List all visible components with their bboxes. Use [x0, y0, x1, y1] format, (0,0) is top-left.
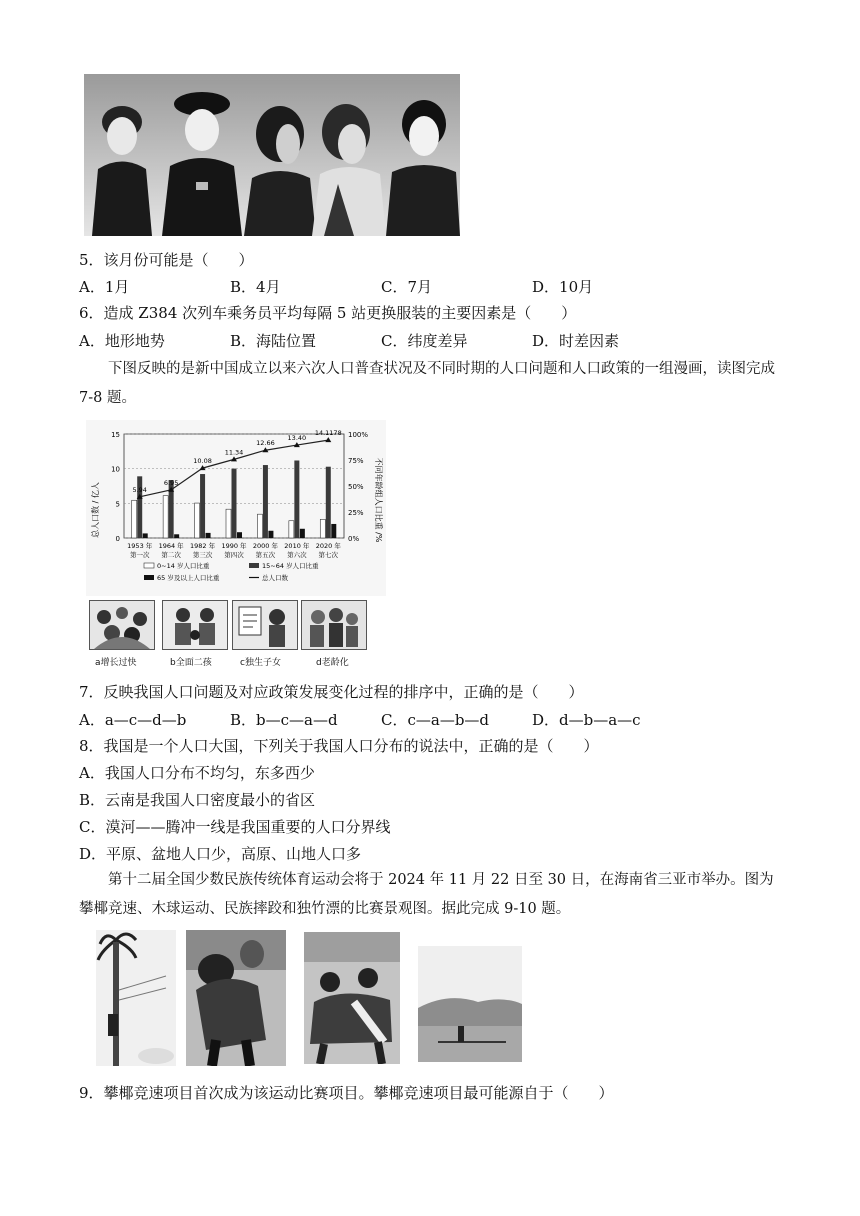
x-tick-year: 2010 年 — [284, 542, 310, 550]
question-5-stem: 5．该月份可能是（ ） — [79, 251, 254, 269]
total-population-label: 13.40 — [287, 434, 307, 443]
bar-age-65-plus — [206, 533, 211, 538]
left-tick-label: 10 — [111, 465, 120, 474]
bar-age-0-14 — [132, 500, 137, 538]
cartoon-c-caption: c独生子女 — [240, 658, 281, 668]
bar-age-65-plus — [174, 534, 179, 538]
wood-ball-photo — [186, 930, 286, 1066]
x-tick-round: 第二次 — [161, 551, 181, 559]
bar-age-65-plus — [268, 531, 273, 538]
question-8-option-d[interactable]: D．平原、盆地人口少，高原、山地人口多 — [79, 845, 362, 863]
bar-age-0-14 — [195, 503, 200, 538]
total-population-label: 11.34 — [224, 448, 244, 457]
x-tick-year: 2000 年 — [252, 542, 278, 550]
legend-label-0-14: 0~14 岁人口比重 — [157, 562, 210, 570]
question-6-option-b[interactable]: B．海陆位置 — [230, 332, 317, 350]
bar-age-15-64 — [294, 460, 299, 538]
bar-age-65-plus — [300, 529, 305, 538]
bar-age-0-14 — [257, 514, 262, 538]
x-tick-year: 1982 年 — [190, 542, 216, 550]
right-tick-label: 25% — [348, 509, 364, 517]
question-7-stem: 7．反映我国人口问题及对应政策发展变化过程的排序中，正确的是（ ） — [79, 683, 584, 701]
question-7-option-b[interactable]: B．b—c—a—d — [230, 711, 338, 729]
population-chart-svg — [86, 420, 386, 596]
left-tick-label: 15 — [111, 431, 120, 439]
cartoon-d-caption: d老龄化 — [316, 658, 349, 668]
question-5-option-b[interactable]: B．4月 — [230, 278, 281, 296]
crew-uniform-photo — [84, 74, 460, 236]
bar-age-65-plus — [237, 532, 242, 538]
right-tick-label: 50% — [348, 483, 364, 491]
left-axis-label: 总人口数 / 亿人 — [91, 482, 100, 538]
legend-label-total: 总人口数 — [262, 574, 288, 582]
coconut-climbing-photo — [96, 930, 176, 1066]
intro-questions-9-10: 第十二届全国少数民族传统体育运动会将于 2024 年 11 月 22 日至 30 日，在海南省三亚市举办。图为攀椰竞速、木球运动、民族摔跤和独竹漂的比赛景观图。据此完成 9-10 题。 — [79, 872, 774, 917]
cartoon-b-two-children — [162, 600, 228, 650]
bar-age-65-plus — [331, 524, 336, 538]
cartoon-a-fast-growth — [89, 600, 155, 650]
question-7-option-d[interactable]: D．d—b—a—c — [532, 711, 641, 729]
question-5-option-c[interactable]: C．7月 — [381, 278, 433, 296]
population-census-chart — [86, 420, 386, 596]
question-8-option-a[interactable]: A．我国人口分布不均匀，东多西少 — [79, 764, 315, 782]
legend-swatch-0-14 — [144, 563, 154, 568]
total-population-label: 12.66 — [256, 439, 275, 448]
bar-age-65-plus — [143, 533, 148, 538]
crew-photo-drawing — [84, 74, 460, 236]
question-6-stem: 6．造成 Z384 次列车乘务员平均每隔 5 站更换服装的主要因素是（ ） — [79, 304, 577, 322]
single-bamboo-drifting-photo — [418, 946, 522, 1062]
question-7-option-a[interactable]: A．a—c—d—b — [79, 711, 187, 729]
cartoon-d-aging — [301, 600, 367, 650]
x-tick-round: 第五次 — [255, 551, 276, 559]
cartoon-b-caption: b全面二孩 — [170, 658, 212, 668]
bar-age-15-64 — [232, 469, 237, 538]
question-6-option-a[interactable]: A．地形地势 — [79, 332, 165, 350]
right-tick-label: 0% — [348, 535, 360, 543]
question-8-option-c[interactable]: C．漠河——腾冲一线是我国重要的人口分界线 — [79, 818, 391, 836]
question-8-option-b[interactable]: B．云南是我国人口密度最小的省区 — [79, 791, 316, 809]
x-tick-round: 第七次 — [318, 551, 339, 559]
right-axis-label: 不同年龄组人口比重 /% — [374, 457, 383, 543]
total-population-label: 6.95 — [163, 478, 179, 487]
x-tick-round: 第四次 — [224, 551, 244, 559]
question-9-stem: 9．攀椰竞速项目首次成为该运动比赛项目。攀椰竞速项目最可能源自于（ ） — [79, 1084, 614, 1102]
intro-questions-7-8: 下图反映的是新中国成立以来六次人口普查状况及不同时期的人口问题和人口政策的一组漫画，读图完成 7-8 题。 — [79, 361, 775, 406]
bar-age-0-14 — [163, 496, 168, 538]
bar-age-15-64 — [326, 467, 331, 538]
cartoon-c-only-child — [232, 600, 298, 650]
right-tick-label: 100% — [348, 431, 369, 439]
bar-age-0-14 — [289, 521, 294, 538]
total-population-label: 10.08 — [193, 457, 212, 466]
cartoon-a-caption: a增长过快 — [95, 658, 137, 668]
legend-swatch-15-64 — [249, 563, 259, 568]
total-population-label: 14.1178 — [314, 429, 342, 438]
x-tick-year: 1953 年 — [127, 542, 153, 550]
question-5-option-d[interactable]: D．10月 — [532, 278, 594, 296]
question-5-option-a[interactable]: A．1月 — [79, 278, 130, 296]
question-6-option-c[interactable]: C．纬度差异 — [381, 332, 468, 350]
total-population-label: 5.94 — [132, 485, 147, 494]
question-7-option-c[interactable]: C．c—a—b—d — [381, 711, 490, 729]
total-population-point — [325, 437, 331, 442]
question-8-stem: 8．我国是一个人口大国，下列关于我国人口分布的说法中，正确的是（ ） — [79, 737, 599, 755]
x-tick-round: 第六次 — [287, 551, 307, 559]
bar-age-0-14 — [320, 519, 325, 538]
question-6-option-d[interactable]: D．时差因素 — [532, 332, 620, 350]
x-tick-year: 2020 年 — [315, 542, 341, 550]
x-tick-round: 第一次 — [129, 551, 150, 559]
bar-age-15-64 — [200, 474, 205, 538]
left-tick-label: 0 — [115, 535, 120, 543]
left-tick-label: 5 — [115, 500, 120, 509]
legend-label-15-64: 15~64 岁人口比重 — [262, 562, 319, 570]
bar-age-15-64 — [263, 465, 268, 538]
legend-label-65-plus: 65 岁及以上人口比重 — [157, 574, 220, 582]
bar-age-0-14 — [226, 509, 231, 538]
ethnic-wrestling-photo — [304, 932, 400, 1064]
x-tick-year: 1964 年 — [158, 542, 184, 550]
x-tick-round: 第三次 — [192, 551, 213, 559]
x-tick-year: 1990 年 — [221, 542, 247, 550]
right-tick-label: 75% — [348, 457, 364, 465]
legend-swatch-65-plus — [144, 575, 154, 580]
